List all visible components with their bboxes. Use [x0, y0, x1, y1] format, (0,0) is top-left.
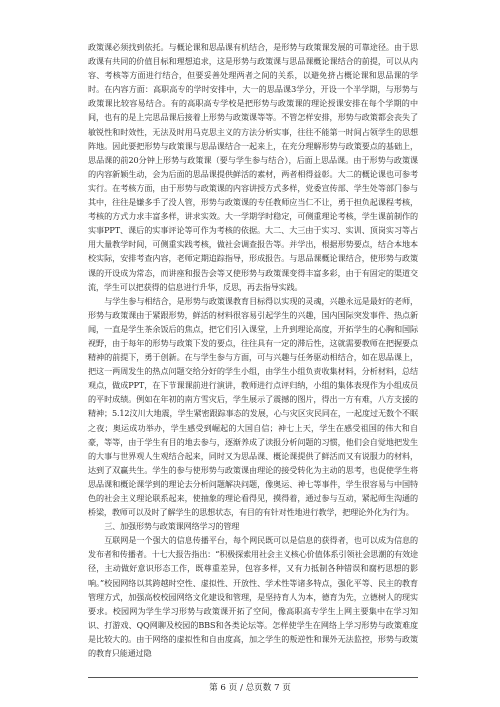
- section-heading: 三、加强形势与政策课网络学习的管理: [104, 521, 240, 532]
- paragraph-course-integration: 政策课必须找到依托。与概论课和思品课有机结合，是形势与政策课发展的可靠途径。由于思政课有共同的价值目标和理想追求，这是形势与政策课与思品课概论课结合的前提，可以从内容、考核等方面进行结合，但要妥善处理两者之间的关系，以避免挤占概论课和思品课的学时。在内容方面：高职高专的学时安排中，大一的思品课3学分，开设一个半学期，与形势与政策课比较容易结合。有的高职高专学校是把形势与政策课的理论授课安排在每个学期的中间，也有的是上完思品课后接着上形势与政策课等等。不管怎样安排，形势与政策都会丧失了敏锐性和时效性，无法及时用马克思主义的方法分析实事，往往不能第一时间占领学生的思想阵地。因此要把形势与政策课与思品课结合一起来上，在充分理解形势与政策要点的基础上，思品课的前20分钟上形势与政策课（要与学生参与结合），后面上思品课。由于形势与政策课的内容新颖生动，会为后面的思品课提供鲜活的素材，两者相得益彰。大二的概论课也可参考实行。在考核方面，由于形势与政策课的内容讲授方式多样，党委宣传部、学生处等部门参与其中，往往是嫌多手了没人管，形势与政策课的专任教师应当仁不让，勇于担负起课程考核，考核的方式力求丰富多样，讲求实效。大一学期学时稳定，可侧重理论考核，学生课前制作的实事PPT、课后的实事评论等可作为考核的依据。大二、大三由于实习、实训、顶岗实习等占用大量教学时间，可侧重实践考核，做社会调查报告等。并学出，根据形势要点，结合本地本校实际，安排考查内容，老师定期追踪指导，形成报告。与思品课概论课结合，使形势与政策课的开设成为常态，而讲座和报告会等又使形势与政策课变得丰富多彩，由于有固定的渠道交流，学生可以把获得的信息进行升华，反思，再去指导实践。: [88, 42, 418, 292]
- page-footer: 第 6 页 / 总页数 7 页: [209, 683, 291, 693]
- paragraph-internet: 互联网是一个强大的信息传播平台，每个网民既可以是信息的获得者，也可以成为信息的发布者和传播者。十七大报告指出：“积极探索用社会主义核心价值体系引领社会思潮的有效途径，主动做好意识形态工作，既尊重差异，包容多样，又有力抵制各种错误和腐朽思想的影响。”校园网络以其跨越时空性、虚拟性、开放性、学术性等诸多特点，强化平等、民主的教育管理方式，加强高校校园网络文化建设和管理，是坚持育人为本，德育为先，立德树人的现实要求。校园网为学生学习形势与政策课开拓了空间，像高职高专学生上网主要集中在学习知识、打游戏、QQ网聊及校园的BBS和各类论坛等。怎样使学生在网络上学习形势与政策难度是比较大的。由于网络的虚拟性和自由度高，加之学生的叛逆性和课外无法监控，形势与政策的教育只能通过隐: [88, 535, 418, 659]
- footer-divider: [88, 677, 418, 678]
- paragraph-student-participation: 与学生参与相结合，是形势与政策课教育目标得以实现的灵魂，兴趣永远是最好的老师，形势与政策课由于紧跟形势，鲜活的材料很容易引起学生的兴趣，国内国际突发事件、热点新闻，一直是学生茶余饭后的焦点，把它们引入课堂，上升到理论高度，开拓学生的心胸和国际视野，由于每年的形势与政策下发的要点，往往具有一定的滞后性，这就需要教师在把握要点精神的前提下，勇于创新。在与学生参与方面，可与兴趣与任务驱动相结合，如在思品课上，把这一两周发生的热点问题交给分好的学生小组，由学生小组负责收集材料，分析材料，总结观点，做成PPT，在下节课课前进行演讲，教师进行点评归纳，小组的集体表现作为小组成员的平时成绩。例如在年初的南方雪灾后，学生展示了震撼的图片，得出一方有难，八方支援的精神；5.12汶川大地震，学生紧密跟踪事态的发展，心与灾区灾民同在，一起度过无数个不眠之夜；奥运成功举办，学生感受到崛起的大国自信；神七上天，学生在感受祖国的伟大和自豪，等等，由于学生有目的地去参与，逐渐养成了读报分析问题的习惯，他们会自觉地把发生的大事与世界观人生观结合起来，同时又为思品课、概论课提供了鲜活而又有说服力的材料，达到了双赢共生。学生的参与使形势与政策课由理论的接受转化为主动的思考，也促使学生将思品课和概论课学到的理论去分析问题解决问题，像奥运、神七等事件，学生很容易与中国特色的社会主义理论联系起来，使抽象的理论看得见，摸得着，通过参与互动，紧起师生沟通的桥梁，教师可以及时了解学生的思想状态，有目的有针对性地进行教学，把理论外化为行为。: [88, 295, 418, 518]
- body-text: [88, 40, 418, 660]
